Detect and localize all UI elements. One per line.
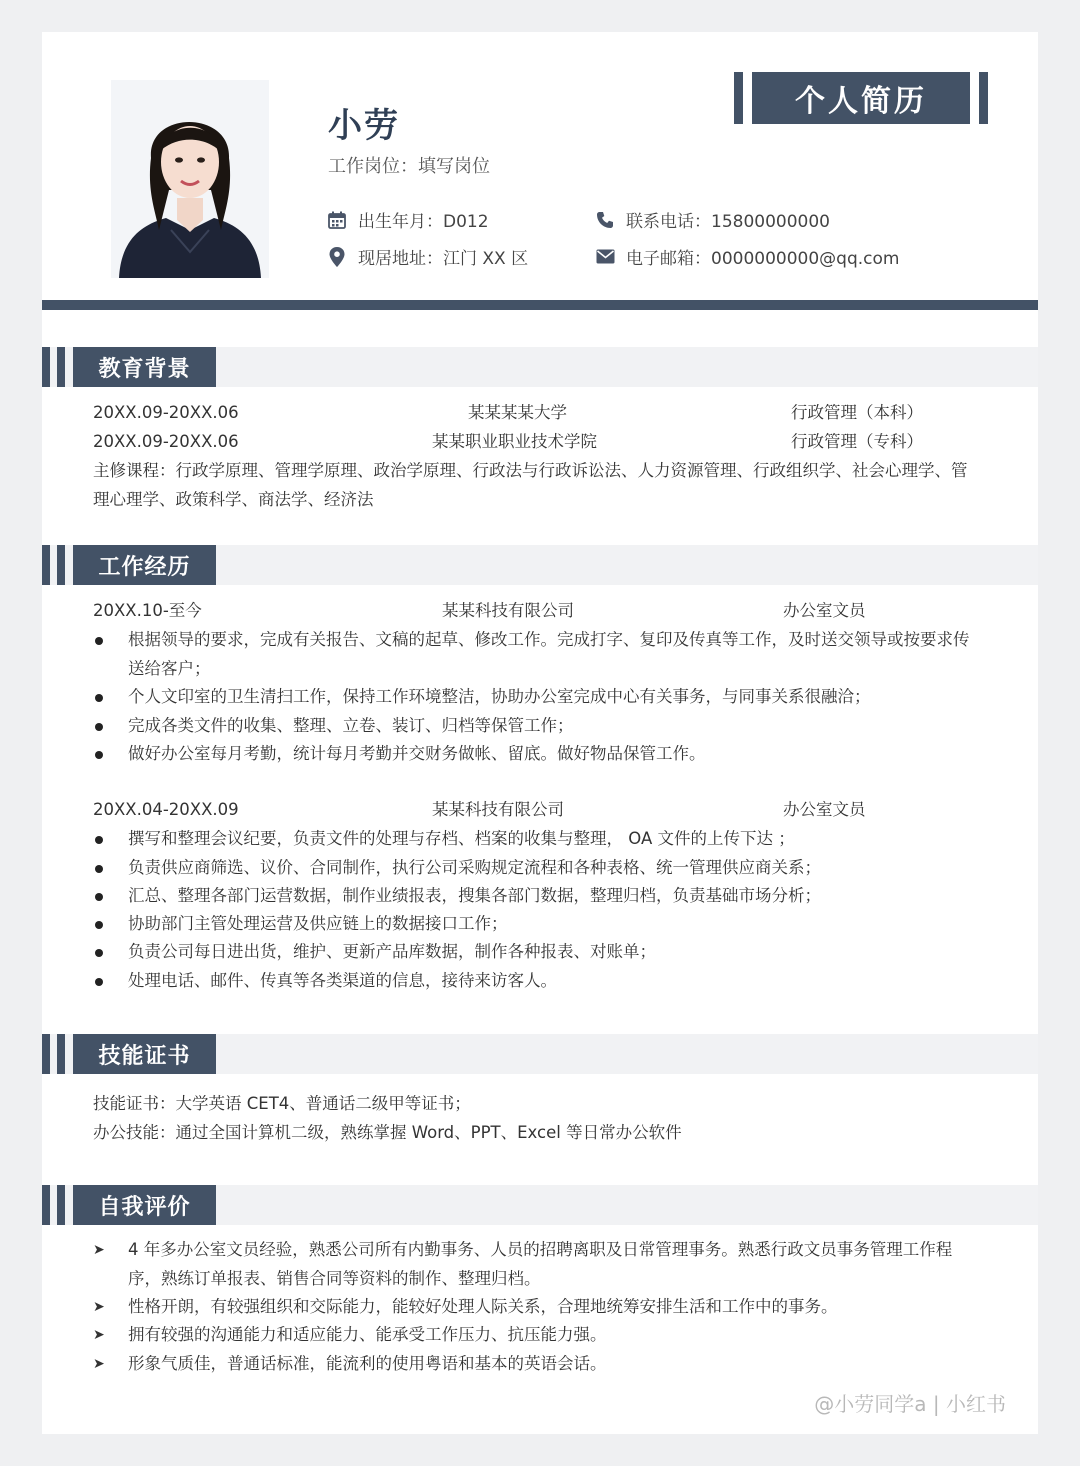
phone-info bbox=[594, 207, 830, 232]
arrow-bullet-icon: ➤ bbox=[93, 1327, 105, 1343]
courses-text: 主修课程：行政学原理、管理学原理、政治学原理、行政法与行政诉讼法、人力资源管理、行政组织学、社会心理学、管理心理学、政策科学、商法学、经济法 bbox=[93, 461, 968, 509]
location-pin-icon bbox=[326, 246, 348, 268]
bullet-dot bbox=[95, 865, 103, 873]
list-item bbox=[93, 910, 983, 939]
job-company: 某某科技有限公司 bbox=[432, 800, 564, 819]
list-item bbox=[93, 938, 983, 967]
bullet-dot bbox=[95, 751, 103, 759]
duty-text: 个人文印室的卫生清扫工作，保持工作环境整洁，协助办公室完成中心有关事务，与同事关系很融洽； bbox=[128, 687, 871, 706]
edu-period: 20XX.09-20XX.06 bbox=[93, 432, 239, 451]
education-row bbox=[93, 428, 983, 457]
list-item bbox=[93, 854, 983, 883]
section-marker bbox=[42, 347, 50, 387]
address-info bbox=[326, 244, 528, 269]
section-self-evaluation bbox=[42, 1185, 1038, 1225]
list-item bbox=[93, 1350, 983, 1379]
section-marker bbox=[57, 1185, 65, 1225]
phone-text: 联系电话：15800000000 bbox=[626, 212, 830, 232]
duty-text: 完成各类文件的收集、整理、立卷、装订、归档等保管工作； bbox=[128, 716, 574, 735]
section-marker bbox=[42, 1185, 50, 1225]
bullet-dot bbox=[95, 978, 103, 986]
email-text: 电子邮箱：0000000000@qq.com bbox=[626, 249, 900, 269]
section-marker bbox=[57, 1034, 65, 1074]
calendar-icon bbox=[326, 209, 348, 231]
evaluation-text: 性格开朗，有较强组织和交际能力，能较好处理人际关系，合理地统筹安排生活和工作中的事务。 bbox=[128, 1297, 838, 1316]
duty-text: 协助部门主管处理运营及供应链上的数据接口工作； bbox=[128, 914, 508, 933]
job-period: 20XX.10-至今 bbox=[93, 601, 202, 620]
bullet-dot bbox=[95, 893, 103, 901]
watermark: @小劳同学a | 小红书 bbox=[814, 1392, 1006, 1416]
birth-text: 出生年月：D012 bbox=[358, 212, 489, 232]
list-item bbox=[93, 882, 983, 911]
duty-text: 根据领导的要求，完成有关报告、文稿的起草、修改工作。完成打字、复印及传真等工作，及时送交领导或按要求传送给客户； bbox=[128, 630, 970, 678]
list-item bbox=[93, 967, 983, 996]
job-role: 办公室文员 bbox=[783, 601, 866, 620]
skill-line: 办公技能：通过全国计算机二级，熟练掌握 Word、PPT、Excel 等日常办公软件 bbox=[93, 1123, 682, 1142]
section-skills bbox=[42, 1034, 1038, 1074]
edu-school: 某某某某大学 bbox=[468, 403, 567, 422]
evaluation-text: 4 年多办公室文员经验，熟悉公司所有内勤事务、人员的招聘离职及日常管理事务。熟悉行政文员事务管理工作程序，熟练订单报表、销售合同等资料的制作、整理归档。 bbox=[128, 1240, 953, 1288]
title-left-bar bbox=[734, 72, 743, 124]
section-title: 自我评价 bbox=[73, 1185, 216, 1225]
edu-period: 20XX.09-20XX.06 bbox=[93, 403, 239, 422]
section-marker bbox=[57, 347, 65, 387]
bullet-dot bbox=[95, 637, 103, 645]
birth-info bbox=[326, 207, 489, 232]
evaluation-text: 拥有较强的沟通能力和适应能力、能承受工作压力、抗压能力强。 bbox=[128, 1325, 607, 1344]
resume-title-box bbox=[734, 72, 988, 124]
list-item bbox=[93, 1321, 983, 1350]
section-title: 工作经历 bbox=[73, 545, 216, 585]
skill-line: 技能证书：大学英语 CET4、普通话二级甲等证书； bbox=[93, 1094, 471, 1113]
profile-photo bbox=[111, 80, 269, 278]
bullet-dot bbox=[95, 921, 103, 929]
duty-text: 做好办公室每月考勤，统计每月考勤并交财务做帐、留底。做好物品保管工作。 bbox=[128, 744, 706, 763]
evaluation-text: 形象气质佳，普通话标准，能流利的使用粤语和基本的英语会话。 bbox=[128, 1354, 607, 1373]
list-item bbox=[93, 712, 983, 741]
phone-icon bbox=[594, 209, 616, 231]
duty-text: 负责供应商筛选、议价、合同制作，执行公司采购规定流程和各种表格、统一管理供应商关系； bbox=[128, 858, 821, 877]
bullet-dot bbox=[95, 694, 103, 702]
edu-school: 某某职业职业技术学院 bbox=[432, 432, 597, 451]
edu-major: 行政管理（专科） bbox=[791, 432, 923, 451]
list-item bbox=[93, 626, 983, 683]
job-period: 20XX.04-20XX.09 bbox=[93, 800, 239, 819]
job-position: 工作岗位：填写岗位 bbox=[328, 156, 490, 177]
job-row bbox=[93, 796, 983, 825]
list-item bbox=[93, 825, 983, 854]
mail-icon bbox=[594, 246, 616, 268]
list-item bbox=[93, 683, 983, 712]
edu-major: 行政管理（本科） bbox=[791, 403, 923, 422]
section-title: 技能证书 bbox=[73, 1034, 216, 1074]
list-item bbox=[93, 740, 983, 769]
section-marker bbox=[57, 545, 65, 585]
bullet-dot bbox=[95, 723, 103, 731]
arrow-bullet-icon: ➤ bbox=[93, 1242, 105, 1258]
bullet-dot bbox=[95, 949, 103, 957]
section-marker bbox=[42, 1034, 50, 1074]
job-row bbox=[93, 597, 983, 626]
title-right-bar bbox=[979, 72, 988, 124]
section-education bbox=[42, 347, 1038, 387]
education-row bbox=[93, 399, 983, 428]
job-company: 某某科技有限公司 bbox=[442, 601, 574, 620]
section-work bbox=[42, 545, 1038, 585]
section-title: 教育背景 bbox=[73, 347, 216, 387]
arrow-bullet-icon: ➤ bbox=[93, 1356, 105, 1372]
duty-text: 撰写和整理会议纪要，负责文件的处理与存档、档案的收集与整理， OA 文件的上传下达 ； bbox=[128, 829, 795, 848]
resume-title: 个人简历 bbox=[752, 72, 970, 124]
header-divider bbox=[42, 300, 1038, 310]
job-role: 办公室文员 bbox=[783, 800, 866, 819]
arrow-bullet-icon: ➤ bbox=[93, 1299, 105, 1315]
duty-text: 负责公司每日进出货，维护、更新产品库数据，制作各种报表、对账单； bbox=[128, 942, 656, 961]
address-text: 现居地址：江门 XX 区 bbox=[358, 249, 529, 269]
duty-text: 汇总、整理各部门运营数据，制作业绩报表，搜集各部门数据，整理归档，负责基础市场分析； bbox=[128, 886, 821, 905]
section-marker bbox=[42, 545, 50, 585]
duty-text: 处理电话、邮件、传真等各类渠道的信息，接待来访客人。 bbox=[128, 971, 557, 990]
email-info bbox=[594, 244, 899, 269]
resume-page bbox=[42, 32, 1038, 1434]
bullet-dot bbox=[95, 836, 103, 844]
list-item bbox=[93, 1236, 983, 1293]
list-item bbox=[93, 1293, 983, 1322]
candidate-name: 小劳 bbox=[328, 106, 400, 146]
